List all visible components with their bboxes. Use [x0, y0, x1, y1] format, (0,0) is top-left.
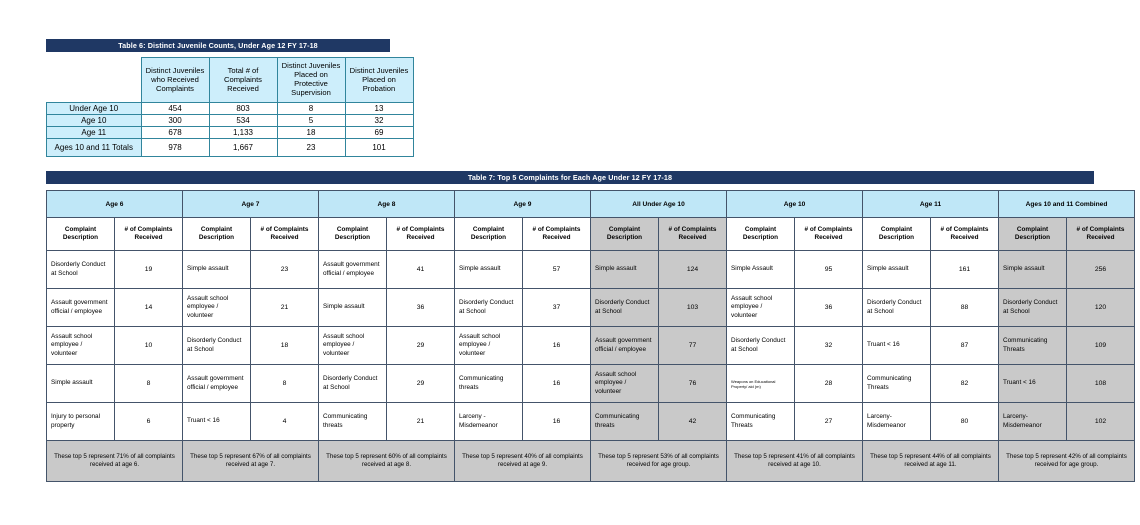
table7-cell-description: Communicating threats [319, 403, 387, 441]
table7-cell-description: Assault school employee / volunteer [319, 327, 387, 365]
table6-column-header: Distinct Juveniles Placed on Protective Supervision [277, 58, 345, 103]
table7-cell-description: Simple assault [863, 251, 931, 289]
table7-cell-description: Assault school employee / volunteer [591, 365, 659, 403]
table7-cell-description: Assault government official / employee [47, 289, 115, 327]
table7-cell-count: 23 [251, 251, 319, 289]
table7-group-header: Age 6 [47, 191, 183, 218]
table7-row [47, 251, 1135, 289]
table7-column-header-description: Complaint Description [591, 218, 659, 251]
table6-cell: 678 [141, 127, 209, 139]
table7-cell-count: 6 [115, 403, 183, 441]
table6-cell: 32 [345, 115, 413, 127]
table7-cell-description: Simple assault [319, 289, 387, 327]
table7-cell-count: 120 [1067, 289, 1135, 327]
table7-cell-count: 18 [251, 327, 319, 365]
table7-column-header-description: Complaint Description [319, 218, 387, 251]
table7-cell-count: 36 [795, 289, 863, 327]
table7-group-header: Age 8 [319, 191, 455, 218]
table7-cell-count: 16 [523, 403, 591, 441]
table6-row [47, 139, 414, 157]
table7-cell-description: Communicating threats [591, 403, 659, 441]
table6-corner-cell [47, 58, 142, 103]
table7-group-header-row [47, 191, 1135, 218]
table7-cell-description: Larceny- Misdemeanor [863, 403, 931, 441]
table7-cell-description: Simple assault [455, 251, 523, 289]
table7-cell-description: Weapons on Educational Property/ aid (m) [727, 365, 795, 403]
table7-column-header-description: Complaint Description [727, 218, 795, 251]
table7-column-header-description: Complaint Description [863, 218, 931, 251]
table7-cell-count: 8 [251, 365, 319, 403]
table7-footnote: These top 5 represent 60% of all complaints received at age 8. [319, 441, 455, 482]
table6-row [47, 115, 414, 127]
table7-cell-count: 19 [115, 251, 183, 289]
table7-column-header-count: # of Complaints Received [523, 218, 591, 251]
table7-cell-description: Communicating Threats [999, 327, 1067, 365]
table7-cell-description: Disorderly Conduct at School [455, 289, 523, 327]
table7-cell-description: Assault school employee / volunteer [47, 327, 115, 365]
table7-cell-description: Disorderly Conduct at School [319, 365, 387, 403]
table7-cell-count: 256 [1067, 251, 1135, 289]
table7-cell-description: Assault government official / employee [183, 365, 251, 403]
table7-cell-description: Truant < 16 [999, 365, 1067, 403]
table7-cell-count: 76 [659, 365, 727, 403]
table7-footnote: These top 5 represent 40% of all complaints received at age 9. [455, 441, 591, 482]
table7-column-header-count: # of Complaints Received [251, 218, 319, 251]
table7-row [47, 289, 1135, 327]
table7-row [47, 327, 1135, 365]
table7-footnote: These top 5 represent 42% of all complaints received for age group. [999, 441, 1135, 482]
table7-cell-description: Assault school employee / volunteer [183, 289, 251, 327]
table7-group-header: Age 7 [183, 191, 319, 218]
table6-cell: 69 [345, 127, 413, 139]
table6-cell: 534 [209, 115, 277, 127]
table7-cell-description: Communicating threats [455, 365, 523, 403]
table6-cell: 5 [277, 115, 345, 127]
table6-cell: 1,667 [209, 139, 277, 157]
table7-sub-header-row [47, 218, 1135, 251]
table7-footnote: These top 5 represent 41% of all complaints received at age 10. [727, 441, 863, 482]
table7-column-header-description: Complaint Description [47, 218, 115, 251]
table7-cell-description: Injury to personal property [47, 403, 115, 441]
table6-head [47, 58, 414, 103]
table7-head [47, 191, 1135, 251]
table7-column-header-description: Complaint Description [455, 218, 523, 251]
table7-cell-count: 87 [931, 327, 999, 365]
table6-cell: 18 [277, 127, 345, 139]
table7-cell-count: 108 [1067, 365, 1135, 403]
table7-cell-count: 37 [523, 289, 591, 327]
table7-column-header-count: # of Complaints Received [1067, 218, 1135, 251]
table6-row [47, 127, 414, 139]
table7-title: Table 7: Top 5 Complaints for Each Age Under 12 FY 17-18 [46, 171, 1094, 184]
table7-column-header-count: # of Complaints Received [659, 218, 727, 251]
table6 [46, 57, 414, 157]
table7-cell-count: 41 [387, 251, 455, 289]
table7-cell-count: 29 [387, 365, 455, 403]
table6-row-label: Under Age 10 [47, 103, 142, 115]
table7-cell-description: Disorderly Conduct at School [47, 251, 115, 289]
table6-column-header: Total # of Complaints Received [209, 58, 277, 103]
table7-cell-description: Assault government official / employee [319, 251, 387, 289]
table7-group-header: All Under Age 10 [591, 191, 727, 218]
table7-column-header-count: # of Complaints Received [387, 218, 455, 251]
table7-group-header: Ages 10 and 11 Combined [999, 191, 1135, 218]
table7-cell-count: 28 [795, 365, 863, 403]
table7-row [47, 365, 1135, 403]
table7-cell-description: Assault school employee / volunteer [455, 327, 523, 365]
table7-cell-count: 109 [1067, 327, 1135, 365]
table7-cell-count: 80 [931, 403, 999, 441]
table7 [46, 190, 1135, 482]
table7-group-header: Age 9 [455, 191, 591, 218]
table6-cell: 23 [277, 139, 345, 157]
table7-cell-description: Simple assault [183, 251, 251, 289]
table7-cell-count: 14 [115, 289, 183, 327]
table7-cell-count: 102 [1067, 403, 1135, 441]
table7-cell-count: 95 [795, 251, 863, 289]
table6-cell: 300 [141, 115, 209, 127]
table6-container [46, 39, 409, 157]
table7-cell-description: Communicating Threats [863, 365, 931, 403]
table7-column-header-count: # of Complaints Received [795, 218, 863, 251]
table7-cell-description: Simple assault [591, 251, 659, 289]
table7-cell-count: 4 [251, 403, 319, 441]
table7-cell-description: Communicating Threats [727, 403, 795, 441]
table7-cell-description: Larceny- Misdemeanor [999, 403, 1067, 441]
table6-column-header: Distinct Juveniles who Received Complaints [141, 58, 209, 103]
table7-container [46, 171, 1127, 482]
table7-cell-description: Disorderly Conduct at School [999, 289, 1067, 327]
table7-cell-count: 77 [659, 327, 727, 365]
table6-cell: 454 [141, 103, 209, 115]
table7-footnote: These top 5 represent 71% of all complaints received at age 6. [47, 441, 183, 482]
table7-cell-count: 21 [387, 403, 455, 441]
table7-cell-count: 16 [523, 365, 591, 403]
table7-cell-count: 161 [931, 251, 999, 289]
table7-cell-description: Truant < 16 [863, 327, 931, 365]
table6-header-row [47, 58, 414, 103]
table7-cell-description: Disorderly Conduct at School [863, 289, 931, 327]
table6-column-header: Distinct Juveniles Placed on Probation [345, 58, 413, 103]
table6-cell: 13 [345, 103, 413, 115]
table7-cell-description: Disorderly Conduct at School [727, 327, 795, 365]
table7-cell-count: 16 [523, 327, 591, 365]
table7-cell-description: Simple assault [999, 251, 1067, 289]
table7-cell-count: 88 [931, 289, 999, 327]
table7-cell-description: Simple Assault [727, 251, 795, 289]
table7-cell-count: 82 [931, 365, 999, 403]
table6-cell: 978 [141, 139, 209, 157]
table7-cell-description: Assault school employee / volunteer [727, 289, 795, 327]
table7-cell-count: 103 [659, 289, 727, 327]
table7-column-header-count: # of Complaints Received [931, 218, 999, 251]
table7-cell-count: 29 [387, 327, 455, 365]
table6-cell: 1,133 [209, 127, 277, 139]
table7-cell-description: Assault government official / employee [591, 327, 659, 365]
table6-cell: 803 [209, 103, 277, 115]
table7-cell-description: Truant < 16 [183, 403, 251, 441]
table7-column-header-description: Complaint Description [183, 218, 251, 251]
table7-column-header-description: Complaint Description [999, 218, 1067, 251]
table7-cell-count: 8 [115, 365, 183, 403]
table7-cell-count: 21 [251, 289, 319, 327]
table7-cell-count: 36 [387, 289, 455, 327]
table7-body [47, 251, 1135, 482]
table7-cell-description: Larceny - Misdemeanor [455, 403, 523, 441]
table6-cell: 8 [277, 103, 345, 115]
table7-group-header: Age 10 [727, 191, 863, 218]
table7-footnote: These top 5 represent 67% of all complaints received at age 7. [183, 441, 319, 482]
table6-title: Table 6: Distinct Juvenile Counts, Under Age 12 FY 17-18 [46, 39, 390, 52]
table7-cell-count: 27 [795, 403, 863, 441]
table7-cell-count: 57 [523, 251, 591, 289]
table7-cell-count: 32 [795, 327, 863, 365]
table7-cell-count: 42 [659, 403, 727, 441]
table7-group-header: Age 11 [863, 191, 999, 218]
table7-footnote: These top 5 represent 44% of all complaints received at age 11. [863, 441, 999, 482]
table6-row [47, 103, 414, 115]
table6-row-label: Age 11 [47, 127, 142, 139]
table7-footnote: These top 5 represent 53% of all complaints received for age group. [591, 441, 727, 482]
table7-cell-description: Disorderly Conduct at School [183, 327, 251, 365]
table6-body [47, 103, 414, 157]
table7-cell-description: Simple assault [47, 365, 115, 403]
table7-column-header-count: # of Complaints Received [115, 218, 183, 251]
table7-row [47, 403, 1135, 441]
table6-row-label: Ages 10 and 11 Totals [47, 139, 142, 157]
table7-footnote-row [47, 441, 1135, 482]
table6-cell: 101 [345, 139, 413, 157]
table7-cell-description: Disorderly Conduct at School [591, 289, 659, 327]
table7-cell-count: 10 [115, 327, 183, 365]
table7-cell-count: 124 [659, 251, 727, 289]
table6-row-label: Age 10 [47, 115, 142, 127]
